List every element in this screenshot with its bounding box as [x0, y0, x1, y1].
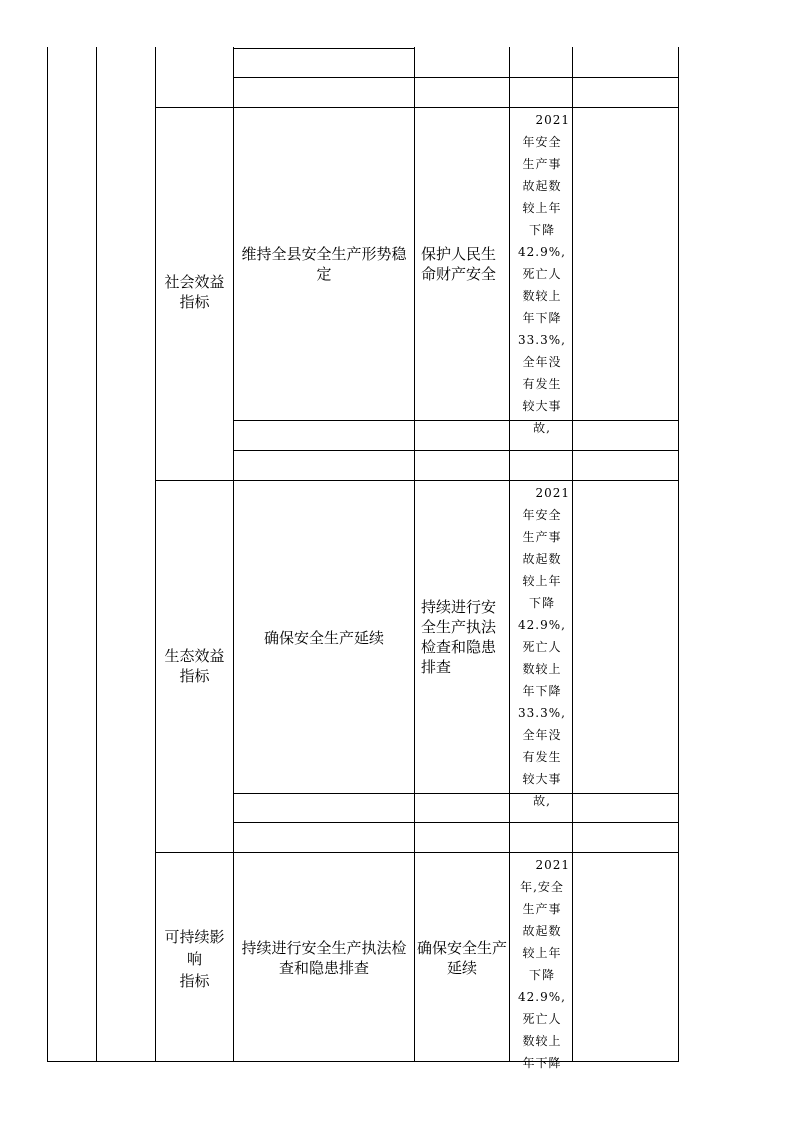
result-line: 故起数: [522, 552, 562, 566]
result-line: 死亡人: [522, 1012, 562, 1026]
result-line: 年,安全: [520, 880, 564, 894]
column-divider: [509, 47, 510, 1062]
result-line: 较上年: [522, 574, 562, 588]
indicator-cell: 维持全县安全生产形势稳定: [241, 245, 407, 283]
category-label: 生态效益: [164, 647, 225, 665]
result-line: 年下降: [522, 684, 562, 698]
result-line: 有发生: [522, 750, 562, 764]
column-divider: [96, 47, 97, 1062]
category-cell: [156, 272, 233, 312]
result-line: 故起数: [522, 924, 562, 938]
row-divider: [233, 822, 679, 823]
table-border-bottom: [47, 1061, 679, 1062]
result-line: 生产事: [522, 530, 562, 544]
result-line: 33.3%,: [518, 706, 566, 720]
row-divider: [233, 793, 679, 794]
result-line: 全年没: [522, 355, 562, 369]
section-divider: [155, 852, 679, 853]
result-line: 较大事: [522, 772, 562, 786]
row-divider: [233, 77, 679, 78]
result-line: 下降: [528, 968, 555, 982]
result-line: 2021: [535, 858, 570, 872]
result-line: 42.9%,: [518, 990, 566, 1004]
result-line: 年安全: [522, 508, 562, 522]
row-divider: [233, 420, 679, 421]
category-label: 指标: [179, 293, 210, 311]
result-line: 生产事: [522, 902, 562, 916]
content-cell: 保护人民生命财产安全: [421, 245, 497, 283]
category-label: 响: [186, 950, 202, 968]
result-line: 故,: [533, 421, 551, 435]
result-line: 较大事: [522, 399, 562, 413]
result-line: 年下降: [522, 1056, 562, 1070]
section-divider: [155, 107, 679, 108]
row-divider: [233, 450, 679, 451]
row-divider: [233, 48, 415, 49]
result-line: 故,: [533, 794, 551, 808]
category-label: 指标: [179, 667, 210, 685]
column-divider: [233, 47, 234, 1062]
category-cell: [156, 926, 233, 992]
result-line: 下降: [528, 596, 555, 610]
result-line: 数较上: [522, 1034, 562, 1048]
result-line: 42.9%,: [518, 618, 566, 632]
result-cell: [512, 482, 572, 812]
result-line: 较上年: [522, 201, 562, 215]
category-cell: [156, 646, 233, 686]
result-line: 死亡人: [522, 640, 562, 654]
content-cell: 确保安全生产延续: [417, 939, 508, 977]
result-line: 故起数: [522, 179, 562, 193]
category-label: 指标: [179, 972, 210, 990]
result-line: 生产事: [522, 157, 562, 171]
result-line: 全年没: [522, 728, 562, 742]
category-label: 可持续影: [164, 928, 225, 946]
column-divider: [414, 47, 415, 1062]
content-cell: 持续进行安全生产执法检查和隐患排查: [421, 598, 497, 676]
result-cell: [512, 109, 572, 439]
result-line: 数较上: [522, 289, 562, 303]
result-line: 年安全: [522, 135, 562, 149]
column-divider: [155, 47, 156, 1062]
result-line: 死亡人: [522, 267, 562, 281]
result-cell: [512, 854, 572, 1074]
result-line: 数较上: [522, 662, 562, 676]
table-border-left: [47, 47, 48, 1062]
result-line: 2021: [535, 486, 570, 500]
category-label: 社会效益: [164, 273, 225, 291]
result-line: 下降: [528, 223, 555, 237]
result-line: 年下降: [522, 311, 562, 325]
indicator-cell: 持续进行安全生产执法检查和隐患排查: [241, 939, 407, 977]
table-border-right: [678, 47, 679, 1062]
result-line: 33.3%,: [518, 333, 566, 347]
section-divider: [155, 480, 679, 481]
result-line: 有发生: [522, 377, 562, 391]
result-line: 42.9%,: [518, 245, 566, 259]
indicator-cell: 确保安全生产延续: [263, 629, 384, 647]
column-divider: [572, 47, 573, 1062]
result-line: 2021: [535, 113, 570, 127]
result-line: 较上年: [522, 946, 562, 960]
